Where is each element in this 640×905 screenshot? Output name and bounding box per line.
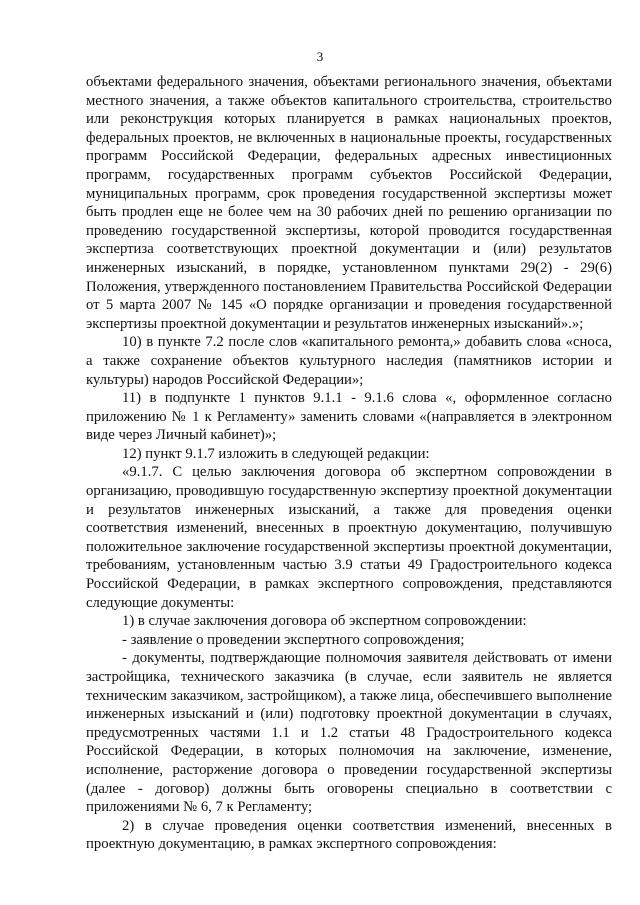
- paragraph-clause-9-1-7: «9.1.7. С целью заключения договора об экспертном сопровождении в организацию, проводившую государственную экспертизу проектной документации и результатов инженерных изысканий, а также для проведения оценки соответствия изменений, внесенных в проектную документацию, получившую положительное заключение государственной экспертизы проектной документации, требованиям, установленным частью 3.9 статьи 49 Градостроительного кодекса Российской Федерации, в рамках экспертного сопровождения, представляются следующие документы:: [86, 464, 612, 611]
- page-number: 3: [316, 49, 324, 64]
- paragraph-item-10: 10) в пункте 7.2 после слов «капитального ремонта,» добавить слова «сноса, а также сохранение объектов культурного наследия (памятников истории и культуры) народов Российской Федерации»;: [86, 334, 612, 388]
- paragraph-subitem-2: 2) в случае проведения оценки соответствия изменений, внесенных в проектную документацию, в рамках экспертного сопровождения:: [86, 817, 612, 853]
- paragraph-item-12: 12) пункт 9.1.7 изложить в следующей редакции:: [122, 445, 430, 462]
- paragraph-subitem-1: 1) в случае заключения договора об экспертном сопровождении:: [122, 613, 527, 630]
- paragraph-item-11: 11) в подпункте 1 пунктов 9.1.1 - 9.1.6 слова «, оформленное согласно приложению № 1 к Регламенту» заменить словами «(направляется в электронном виде через Личный кабинет)»;: [86, 390, 612, 444]
- paragraph-dash-application: - заявление о проведении экспертного сопровождения;: [122, 631, 465, 648]
- document-body: [86, 73, 612, 854]
- paragraph-dash-documents: - документы, подтверждающие полномочия заявителя действовать от имени застройщика, технического заказчика (в случае, если заявитель не является техническим заказчиком, застройщиком), а также лица, обеспечившего выполнение инженерных изысканий и (или) подготовку проектной документации в случаях, предусмотренных частями 1.1 и 1.2 статьи 48 Градостроительного кодекса Российской Федерации, в которых полномочия на заключение, изменение, исполнение, расторжение договора о проведении государственной экспертизы (далее - договор) должны быть оговорены специально в соответствии с приложениями № 6, 7 к Регламенту;: [86, 650, 612, 816]
- paragraph-continuation: объектами федерального значения, объектами регионального значения, объектами местного значения, а также объектов капитального строительства, строительство или реконструкция которых планируется в рамках национальных проектов, федеральных проектов, не включенных в национальные проекты, государственных программ Российской Федерации, федеральных адресных инвестиционных программ, государственных программ субъектов Российской Федерации, муниципальных программ, срок проведения государственной экспертизы может быть продлен еще не более чем на 30 рабочих дней по решению организации по проведению государственной экспертизы, которой проводится государственная экспертиза соответствующих проектной документации и (или) результатов инженерных изысканий, в порядке, установленном пунктами 29(2) - 29(6) Положения, утвержденного постановлением Правительства Российской Федерации от 5 марта 2007 № 145 «О порядке организации и проведения государственной экспертизы проектной документации и результатов инженерных изысканий».»;: [86, 74, 612, 332]
